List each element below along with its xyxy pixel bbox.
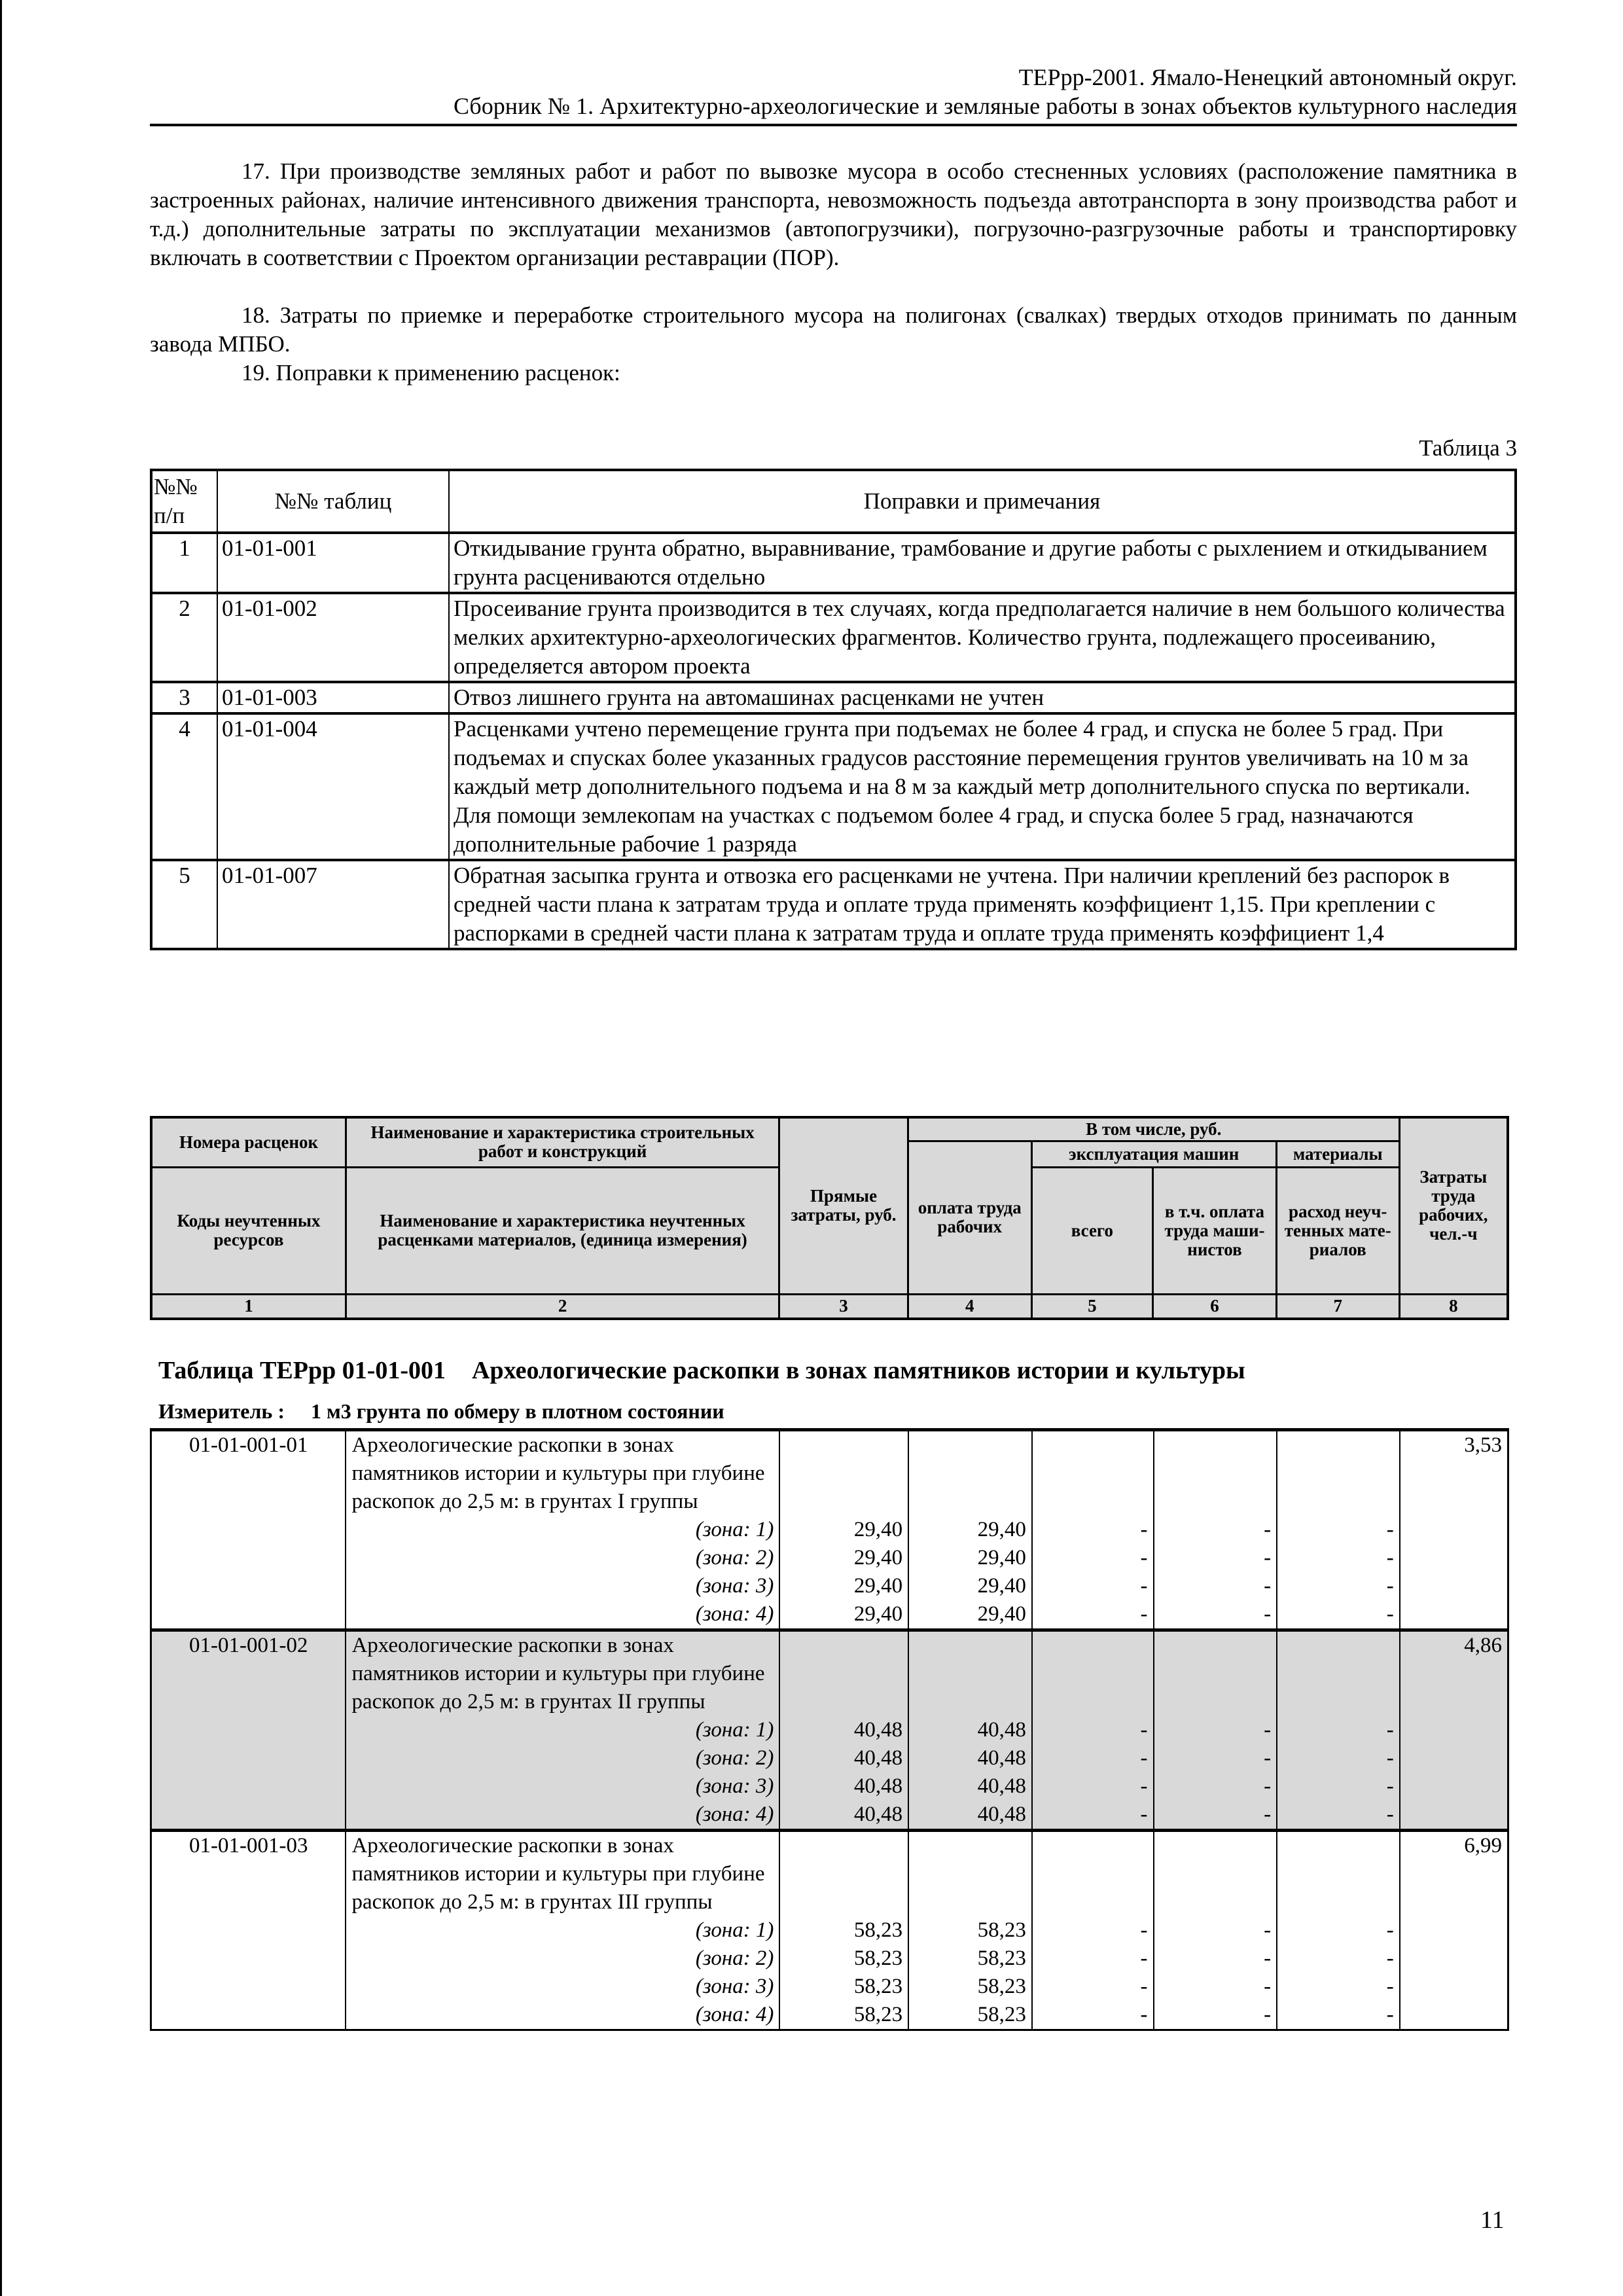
zone-label: (зона: 2) — [346, 1744, 779, 1772]
empty-cell — [151, 1973, 346, 2001]
column-number: 6 — [1153, 1294, 1277, 1319]
direct-costs: 58,23 — [779, 1916, 908, 1945]
empty-cell — [1400, 1516, 1508, 1544]
empty-cell — [1032, 1630, 1154, 1717]
row-num: 4 — [151, 713, 217, 860]
labor-pay: 29,40 — [908, 1600, 1032, 1630]
direct-costs: 58,23 — [779, 2001, 908, 2030]
row-note: Отвоз лишнего грунта на автомашинах расценками не учтен — [449, 682, 1516, 713]
machines-total: - — [1032, 2001, 1154, 2030]
page-edge — [0, 0, 2, 2296]
empty-cell — [151, 1801, 346, 1831]
empty-cell — [1032, 1430, 1154, 1516]
labor-pay: 29,40 — [908, 1544, 1032, 1572]
machinist-pay: - — [1154, 1744, 1277, 1772]
machines-total: - — [1032, 1716, 1154, 1744]
zone-row — [151, 1572, 1508, 1600]
column-number: 4 — [908, 1294, 1031, 1319]
empty-cell — [1400, 1945, 1508, 1973]
empty-cell — [1400, 1916, 1508, 1945]
table-3-caption: Таблица 3 — [1419, 435, 1517, 461]
empty-cell — [1400, 1772, 1508, 1801]
machinist-pay: - — [1154, 1801, 1277, 1831]
materials-cost: - — [1277, 1973, 1400, 2001]
machinist-pay: - — [1154, 1772, 1277, 1801]
section-table-label: Таблица ТЕРрр 01-01-001 — [158, 1357, 446, 1384]
labor-pay: 58,23 — [908, 1916, 1032, 1945]
rate-name: Археологические раскопки в зонах памятников истории и культуры при глубине раскопок до 2,5 м: в грунтах III группы — [346, 1831, 779, 1917]
empty-cell — [1277, 1630, 1400, 1717]
empty-cell — [151, 1945, 346, 1973]
machines-total: - — [1032, 1572, 1154, 1600]
direct-costs: 29,40 — [779, 1544, 908, 1572]
empty-cell — [1400, 2001, 1508, 2030]
running-header-subtitle: Сборник № 1. Архитектурно-археологические и земляные работы в зонах объектов культурного наследия — [453, 93, 1517, 119]
direct-costs: 58,23 — [779, 1973, 908, 2001]
machinist-pay: - — [1154, 1945, 1277, 1973]
hdr-direct-costs: Прямые затраты, руб. — [779, 1117, 908, 1294]
materials-cost: - — [1277, 1572, 1400, 1600]
section-title — [158, 1356, 1245, 1385]
empty-cell — [779, 1630, 908, 1717]
row-num: 5 — [151, 860, 217, 949]
direct-costs: 40,48 — [779, 1772, 908, 1801]
running-header-title: ТЕРрр-2001. Ямало-Ненецкий автономный округ. — [1018, 64, 1517, 90]
empty-cell — [779, 1430, 908, 1516]
paragraph-17 — [150, 157, 1517, 272]
rate-code: 01-01-001-02 — [151, 1630, 346, 1717]
paragraph-18 — [150, 301, 1517, 359]
materials-cost: - — [1277, 1772, 1400, 1801]
zone-label: (зона: 1) — [346, 1716, 779, 1744]
meter-value: 1 м3 грунта по обмеру в плотном состоянии — [310, 1399, 724, 1423]
corrections-row — [151, 713, 1516, 860]
col-header-num: №№ п/п — [151, 470, 217, 533]
empty-cell — [779, 1831, 908, 1917]
direct-costs: 40,48 — [779, 1716, 908, 1744]
rate-labor-hours: 6,99 — [1400, 1831, 1508, 1917]
section-meter — [158, 1399, 724, 1424]
zone-row — [151, 1973, 1508, 2001]
machinist-pay: - — [1154, 1572, 1277, 1600]
direct-costs: 40,48 — [779, 1744, 908, 1772]
column-number: 5 — [1031, 1294, 1153, 1319]
hdr-machinist-pay: в т.ч. оплата труда маши-нистов — [1153, 1167, 1277, 1294]
machines-total: - — [1032, 1544, 1154, 1572]
row-table-code: 01-01-001 — [217, 533, 449, 593]
hdr-machines-total: всего — [1031, 1167, 1153, 1294]
labor-pay: 29,40 — [908, 1516, 1032, 1544]
direct-costs: 29,40 — [779, 1516, 908, 1544]
rate-labor-hours: 4,86 — [1400, 1630, 1508, 1717]
materials-cost: - — [1277, 1600, 1400, 1630]
zone-row — [151, 1600, 1508, 1630]
hdr-labor-pay: оплата труда рабочих — [908, 1141, 1031, 1294]
empty-cell — [908, 1430, 1032, 1516]
labor-pay: 58,23 — [908, 1945, 1032, 1973]
machinist-pay: - — [1154, 1516, 1277, 1544]
row-note: Обратная засыпка грунта и отвозка его расценками не учтена. При наличии креплений без распорок в средней части плана к затратам труда и оплате труда применять коэффициент 1,15. При креплении с распорками в средней части плана к затратам труда и оплате труда применять коэффициент 1,4 — [449, 860, 1516, 949]
empty-cell — [151, 1516, 346, 1544]
direct-costs: 40,48 — [779, 1801, 908, 1831]
labor-pay: 29,40 — [908, 1572, 1032, 1600]
hdr-unaccounted-materials: расход неуч-тенных мате-риалов — [1276, 1167, 1399, 1294]
empty-cell — [151, 2001, 346, 2030]
column-number: 2 — [346, 1294, 779, 1319]
empty-cell — [1400, 1600, 1508, 1630]
empty-cell — [1154, 1831, 1277, 1917]
rates-table-header — [150, 1116, 1509, 1320]
row-num: 2 — [151, 593, 217, 682]
zone-row — [151, 1945, 1508, 1973]
machinist-pay: - — [1154, 1916, 1277, 1945]
paragraph-17-text: 17. При производстве земляных работ и работ по вывозке мусора в особо стесненных условиях (расположение памятника в застроенных районах, наличие интенсивного движения транспорта, невозможность подъезда автотранспорта в зону производства работ и т.д.) дополнительные затраты по эксплуатации механизмов (автопогрузчики), погрузочно-разгрузочные работы и транспортировку включать в соответствии с Проектом организации реставрации (ПОР). — [150, 158, 1517, 270]
zone-label: (зона: 1) — [346, 1916, 779, 1945]
zone-label: (зона: 4) — [346, 2001, 779, 2030]
empty-cell — [1400, 1973, 1508, 2001]
rate-labor-hours: 3,53 — [1400, 1430, 1508, 1516]
machinist-pay: - — [1154, 1973, 1277, 2001]
materials-cost: - — [1277, 1744, 1400, 1772]
empty-cell — [1277, 1831, 1400, 1917]
zone-label: (зона: 2) — [346, 1945, 779, 1973]
machinist-pay: - — [1154, 2001, 1277, 2030]
rate-row — [151, 1831, 1508, 1917]
col-header-notes: Поправки и примечания — [449, 470, 1516, 533]
corrections-row — [151, 860, 1516, 949]
zone-row — [151, 1744, 1508, 1772]
empty-cell — [151, 1544, 346, 1572]
labor-pay: 58,23 — [908, 2001, 1032, 2030]
paragraph-19-text: 19. Поправки к применению расценок: — [241, 360, 620, 386]
zone-row — [151, 1772, 1508, 1801]
zone-label: (зона: 4) — [346, 1801, 779, 1831]
machinist-pay: - — [1154, 1716, 1277, 1744]
hdr-rate-numbers: Номера расценок — [151, 1117, 346, 1167]
empty-cell — [1400, 1572, 1508, 1600]
empty-cell — [908, 1831, 1032, 1917]
materials-cost: - — [1277, 2001, 1400, 2030]
zone-label: (зона: 3) — [346, 1772, 779, 1801]
empty-cell — [1400, 1744, 1508, 1772]
zone-row — [151, 1544, 1508, 1572]
column-number: 1 — [151, 1294, 346, 1319]
labor-pay: 40,48 — [908, 1801, 1032, 1831]
direct-costs: 29,40 — [779, 1600, 908, 1630]
paragraph-19 — [150, 359, 1517, 387]
rate-group — [151, 1430, 1508, 1630]
empty-cell — [151, 1916, 346, 1945]
column-number: 3 — [779, 1294, 908, 1319]
rate-name: Археологические раскопки в зонах памятников истории и культуры при глубине раскопок до 2,5 м: в грунтах I группы — [346, 1430, 779, 1516]
empty-cell — [151, 1716, 346, 1744]
zone-row — [151, 1916, 1508, 1945]
materials-cost: - — [1277, 1945, 1400, 1973]
section-table-title: Археологические раскопки в зонах памятников истории и культуры — [472, 1357, 1245, 1384]
empty-cell — [1400, 1544, 1508, 1572]
rate-row — [151, 1630, 1508, 1717]
machines-total: - — [1032, 1945, 1154, 1973]
row-note: Просеивание грунта производится в тех случаях, когда предполагается наличие в нем большого количества мелких архитектурно-археологических фрагментов. Количество грунта, подлежащего просеиванию, определяется автором проекта — [449, 593, 1516, 682]
empty-cell — [908, 1630, 1032, 1717]
machines-total: - — [1032, 1973, 1154, 2001]
row-num: 3 — [151, 682, 217, 713]
column-number: 8 — [1399, 1294, 1508, 1319]
machines-total: - — [1032, 1801, 1154, 1831]
zone-row — [151, 1516, 1508, 1544]
zone-label: (зона: 3) — [346, 1973, 779, 2001]
row-table-code: 01-01-007 — [217, 860, 449, 949]
machines-total: - — [1032, 1744, 1154, 1772]
materials-cost: - — [1277, 1916, 1400, 1945]
direct-costs: 29,40 — [779, 1572, 908, 1600]
hdr-labor-hours: Затраты труда рабочих, чел.-ч — [1399, 1117, 1508, 1294]
rate-group — [151, 1630, 1508, 1831]
labor-pay: 40,48 — [908, 1716, 1032, 1744]
hdr-machine-ops: эксплуатация машин — [1031, 1141, 1276, 1167]
machines-total: - — [1032, 1916, 1154, 1945]
materials-cost: - — [1277, 1516, 1400, 1544]
direct-costs: 58,23 — [779, 1945, 908, 1973]
empty-cell — [1032, 1831, 1154, 1917]
materials-cost: - — [1277, 1801, 1400, 1831]
zone-label: (зона: 3) — [346, 1572, 779, 1600]
zone-row — [151, 1716, 1508, 1744]
corrections-table — [150, 469, 1517, 950]
labor-pay: 40,48 — [908, 1744, 1032, 1772]
row-note: Расценками учтено перемещение грунта при подъемах не более 4 град, и спуска не более 5 град. При подъемах и спусках более указанных градусов расстояние перемещения грунтов увеличивать на 10 м за каждый метр дополнительного подъема и на 8 м за каждый метр дополнительного спуска по вертикали. Для помощи землекопам на участках с подъемом более 4 град, и спуска более 5 град, назначаются дополнительные рабочие 1 разряда — [449, 713, 1516, 860]
row-note: Откидывание грунта обратно, выравнивание, трамбование и другие работы с рыхлением и откидыванием грунта расцениваются отдельно — [449, 533, 1516, 593]
hdr-materials: материалы — [1276, 1141, 1399, 1167]
column-number: 7 — [1276, 1294, 1399, 1319]
rate-row — [151, 1430, 1508, 1516]
empty-cell — [1154, 1430, 1277, 1516]
paragraph-18-text: 18. Затраты по приемке и переработке строительного мусора на полигонах (свалках) твердых отходов принимать по данным завода МПБО. — [150, 302, 1517, 357]
empty-cell — [151, 1744, 346, 1772]
materials-cost: - — [1277, 1544, 1400, 1572]
rate-code: 01-01-001-01 — [151, 1430, 346, 1516]
row-num: 1 — [151, 533, 217, 593]
header-divider — [150, 124, 1517, 126]
rate-name: Археологические раскопки в зонах памятников истории и культуры при глубине раскопок до 2,5 м: в грунтах II группы — [346, 1630, 779, 1717]
corrections-row — [151, 533, 1516, 593]
labor-pay: 58,23 — [908, 1973, 1032, 2001]
corrections-row — [151, 593, 1516, 682]
empty-cell — [151, 1572, 346, 1600]
row-table-code: 01-01-004 — [217, 713, 449, 860]
machines-total: - — [1032, 1772, 1154, 1801]
hdr-resource-codes: Коды неучтенных ресурсов — [151, 1167, 346, 1294]
zone-row — [151, 2001, 1508, 2030]
materials-cost: - — [1277, 1716, 1400, 1744]
zone-label: (зона: 1) — [346, 1516, 779, 1544]
page-number: 11 — [1480, 2206, 1505, 2234]
zone-label: (зона: 2) — [346, 1544, 779, 1572]
rate-group — [151, 1831, 1508, 2030]
empty-cell — [1277, 1430, 1400, 1516]
row-table-code: 01-01-002 — [217, 593, 449, 682]
hdr-material-name: Наименование и характеристика неучтенных расценками материалов, (единица измерения) — [346, 1167, 779, 1294]
machines-total: - — [1032, 1516, 1154, 1544]
empty-cell — [1400, 1801, 1508, 1831]
labor-pay: 40,48 — [908, 1772, 1032, 1801]
zone-row — [151, 1801, 1508, 1831]
rate-code: 01-01-001-03 — [151, 1831, 346, 1917]
hdr-work-name: Наименование и характеристика строительных работ и конструкций — [346, 1117, 779, 1167]
row-table-code: 01-01-003 — [217, 682, 449, 713]
machinist-pay: - — [1154, 1600, 1277, 1630]
empty-cell — [1400, 1716, 1508, 1744]
rates-table — [150, 1428, 1509, 2031]
corrections-row — [151, 682, 1516, 713]
hdr-including: В том числе, руб. — [908, 1117, 1399, 1141]
empty-cell — [151, 1600, 346, 1630]
zone-label: (зона: 4) — [346, 1600, 779, 1630]
col-header-tables: №№ таблиц — [217, 470, 449, 533]
meter-label: Измеритель : — [158, 1399, 285, 1423]
machines-total: - — [1032, 1600, 1154, 1630]
empty-cell — [1154, 1630, 1277, 1717]
machinist-pay: - — [1154, 1544, 1277, 1572]
empty-cell — [151, 1772, 346, 1801]
